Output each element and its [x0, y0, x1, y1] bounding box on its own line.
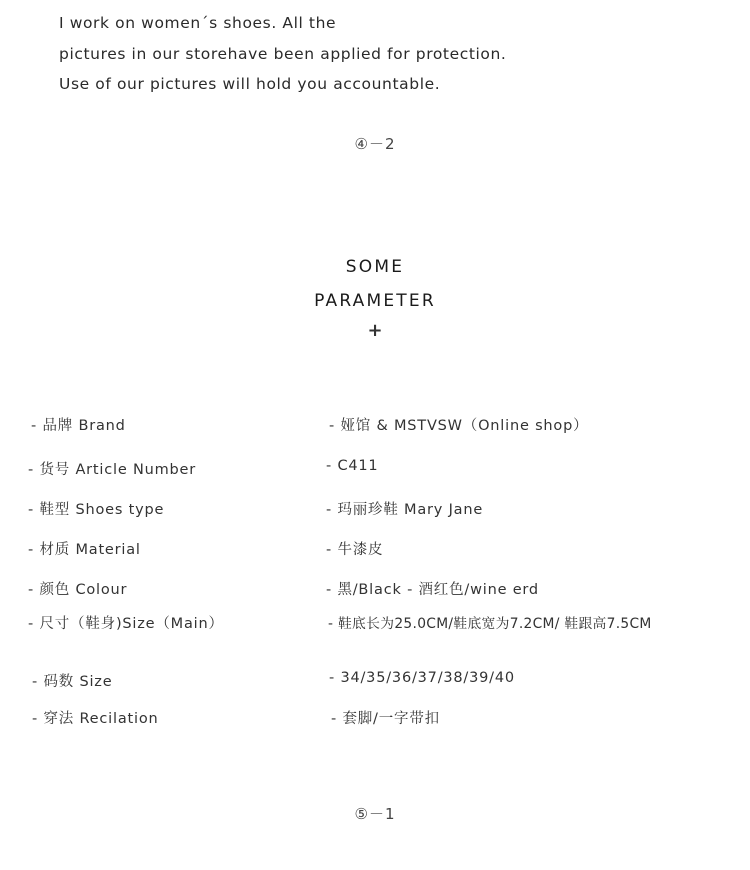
param-label: - 材质 Material — [28, 542, 141, 558]
param-row-shoes-type — [0, 498, 750, 522]
param-value: - 玛丽珍鞋 Mary Jane — [326, 502, 484, 518]
param-row-size — [0, 670, 750, 694]
protection-notice — [59, 8, 506, 100]
param-label: - 货号 Article Number — [28, 462, 197, 478]
param-label: - 鞋型 Shoes type — [28, 502, 165, 518]
param-row-article-number — [0, 458, 750, 482]
param-label: - 品牌 Brand — [31, 418, 126, 434]
param-row-brand — [0, 414, 750, 438]
param-value: - 娅馆 & MSTVSW（Online shop） — [329, 418, 589, 434]
section-title-line-1: SOME — [345, 257, 405, 277]
param-value: - C411 — [326, 458, 379, 474]
param-label: - 尺寸（鞋身)Size（Main） — [28, 616, 224, 632]
param-label: - 码数 Size — [32, 674, 113, 690]
param-value: - 套脚/一字带扣 — [331, 711, 440, 727]
param-row-material — [0, 538, 750, 562]
param-row-recilation — [0, 707, 750, 731]
notice-line-3: Use of our pictures will hold you accountable. — [59, 75, 441, 93]
param-value: - 34/35/36/37/38/39/40 — [329, 670, 515, 686]
section-title-line-2: PARAMETER — [314, 291, 436, 311]
notice-line-2: pictures in our storehave been applied for protection. — [59, 44, 507, 63]
page-number-top: ④－2 — [354, 135, 396, 153]
param-label: - 颜色 Colour — [28, 582, 128, 598]
plus-icon: + — [367, 320, 383, 341]
param-row-colour — [0, 578, 750, 602]
param-value: - 黑/Black - 酒红色/wine erd — [326, 582, 539, 598]
page-number-bottom: ⑤－1 — [354, 805, 396, 823]
param-row-size-main — [0, 612, 750, 636]
param-value: - 鞋底长为25.0CM/鞋底宽为7.2CM/ 鞋跟高7.5CM — [328, 616, 652, 632]
notice-line-1: I work on women´s shoes. All the — [59, 14, 337, 32]
param-value: - 牛漆皮 — [326, 542, 384, 558]
param-label: - 穿法 Recilation — [32, 711, 159, 727]
